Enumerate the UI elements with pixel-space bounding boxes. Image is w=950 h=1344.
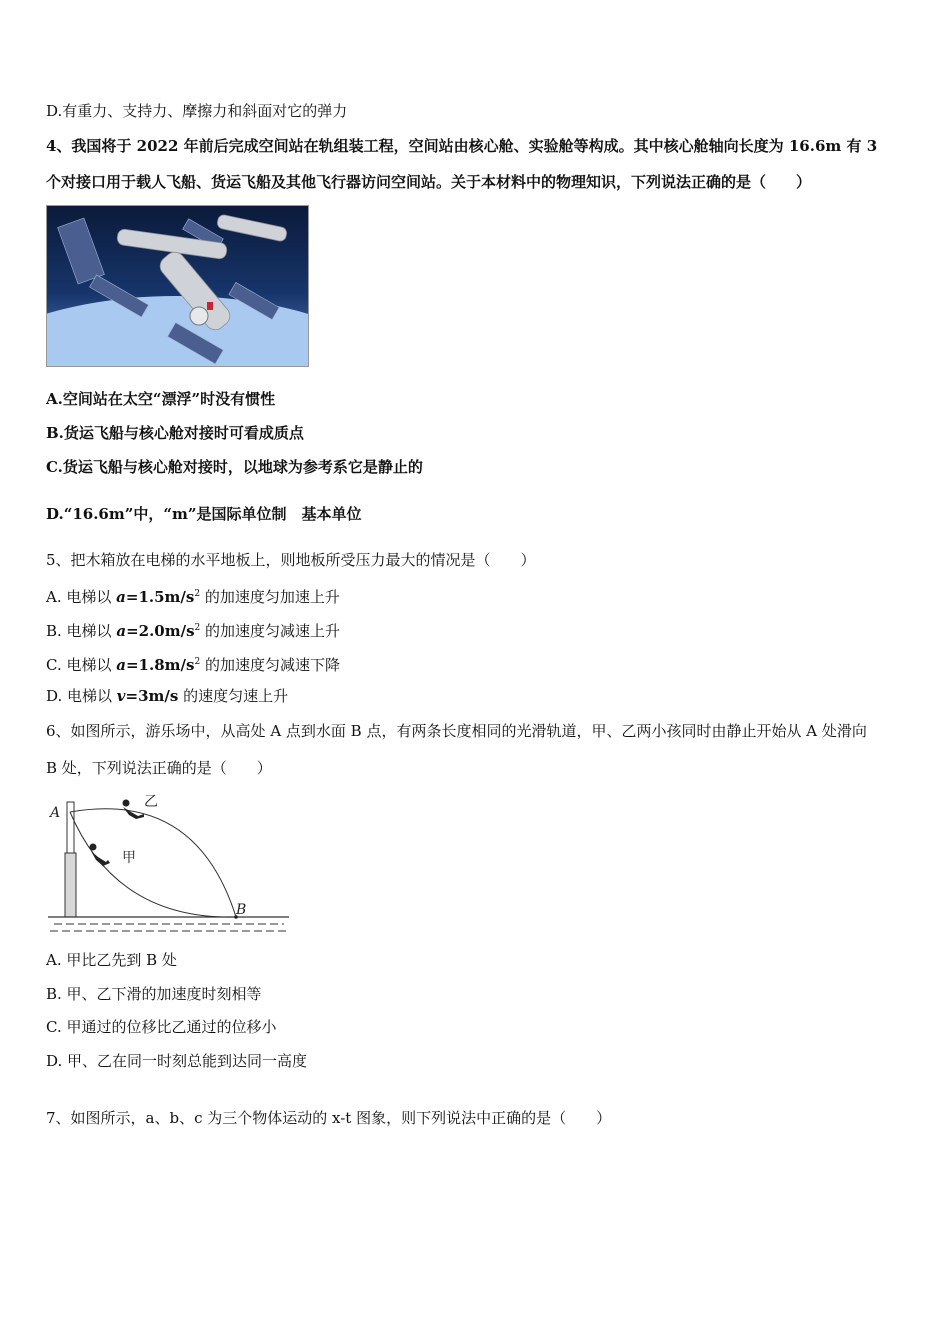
space-station-photo bbox=[46, 205, 309, 367]
q4-option-d: D.“16.6m”中，“m”是国际单位制 基本单位 bbox=[46, 505, 362, 523]
space-station-icon bbox=[47, 206, 308, 366]
q5-option-c-value: =1.8m/s bbox=[125, 656, 195, 674]
q5-option-d-prefix: D. 电梯以 bbox=[46, 687, 117, 705]
q5-option-a-suffix: 的加速度匀加速上升 bbox=[200, 588, 340, 606]
q4-stem-line2: 个对接口用于载人飞船、货运飞船及其他飞行器访问空间站。关于本材料中的物理知识，下列说法正确的是（ ） bbox=[46, 173, 812, 191]
q5-option-c-suffix: 的加速度匀减速下降 bbox=[200, 656, 340, 674]
track-yi bbox=[70, 809, 236, 917]
label-a: A bbox=[50, 805, 61, 821]
q5-option-d-var: v bbox=[116, 687, 126, 705]
q5-option-b-var: a bbox=[116, 622, 127, 640]
q5-option-b-suffix: 的加速度匀减速上升 bbox=[200, 622, 341, 640]
q5-option-b bbox=[46, 618, 340, 641]
q5-option-c bbox=[46, 652, 340, 675]
q5-option-c-sup: 2 bbox=[194, 657, 201, 667]
q4-stem-line1: 4、我国将于 2022 年前后完成空间站在轨组装工程，空间站由核心舱、实验舱等构成。其中核心舱轴向长度为 16.6m 有 3 bbox=[46, 137, 878, 155]
q5-option-b-sup: 2 bbox=[194, 623, 201, 633]
track-jia bbox=[70, 812, 236, 917]
q5-option-d bbox=[46, 686, 288, 706]
q5-option-c-prefix: C. 电梯以 bbox=[46, 656, 117, 674]
q5-option-a bbox=[46, 584, 340, 607]
q6-option-b: B. 甲、乙下滑的加速度时刻相等 bbox=[46, 985, 262, 1003]
q3-option-d: D.有重力、支持力、摩擦力和斜面对它的弹力 bbox=[46, 102, 348, 120]
q5-option-b-value: =2.0m/s bbox=[126, 622, 195, 640]
slide-track-figure bbox=[46, 790, 291, 940]
q5-option-a-prefix: A. 电梯以 bbox=[46, 588, 117, 606]
q5-option-a-value: =1.5m/s bbox=[125, 588, 195, 606]
q6-option-d: D. 甲、乙在同一时刻总能到达同一高度 bbox=[46, 1052, 308, 1070]
label-jia: 甲 bbox=[122, 850, 136, 866]
q7-stem: 7、如图所示，a、b、c 为三个物体运动的 x-t 图象，则下列说法中正确的是（ ） bbox=[46, 1109, 612, 1127]
q5-option-b-prefix: B. 电梯以 bbox=[46, 622, 117, 640]
label-yi: 乙 bbox=[144, 794, 158, 810]
q4-option-a: A.空间站在太空“漂浮”时没有惯性 bbox=[46, 390, 276, 408]
q6-stem-line1: 6、如图所示，游乐场中，从高处 A 点到水面 B 点，有两条长度相同的光滑轨道，甲、乙两小孩同时由静止开始从 A 处滑向 bbox=[46, 722, 867, 740]
q5-option-a-var: a bbox=[116, 588, 126, 606]
q4-option-c: C.货运飞船与核心舱对接时，以地球为参考系它是静止的 bbox=[46, 458, 423, 476]
q6-option-c: C. 甲通过的位移比乙通过的位移小 bbox=[46, 1018, 277, 1036]
label-b: B bbox=[236, 902, 247, 918]
q5-stem: 5、把木箱放在电梯的水平地板上，则地板所受压力最大的情况是（ ） bbox=[46, 551, 536, 569]
q5-option-d-suffix: 的速度匀速上升 bbox=[178, 687, 289, 705]
q4-option-b: B.货运飞船与核心舱对接时可看成质点 bbox=[46, 424, 304, 442]
q5-option-d-value: =3m/s bbox=[125, 687, 179, 705]
q5-option-a-sup: 2 bbox=[194, 589, 201, 599]
q5-option-c-var: a bbox=[116, 656, 126, 674]
q6-stem-line2: B 处，下列说法正确的是（ ） bbox=[46, 759, 272, 777]
q6-option-a: A. 甲比乙先到 B 处 bbox=[46, 951, 177, 969]
